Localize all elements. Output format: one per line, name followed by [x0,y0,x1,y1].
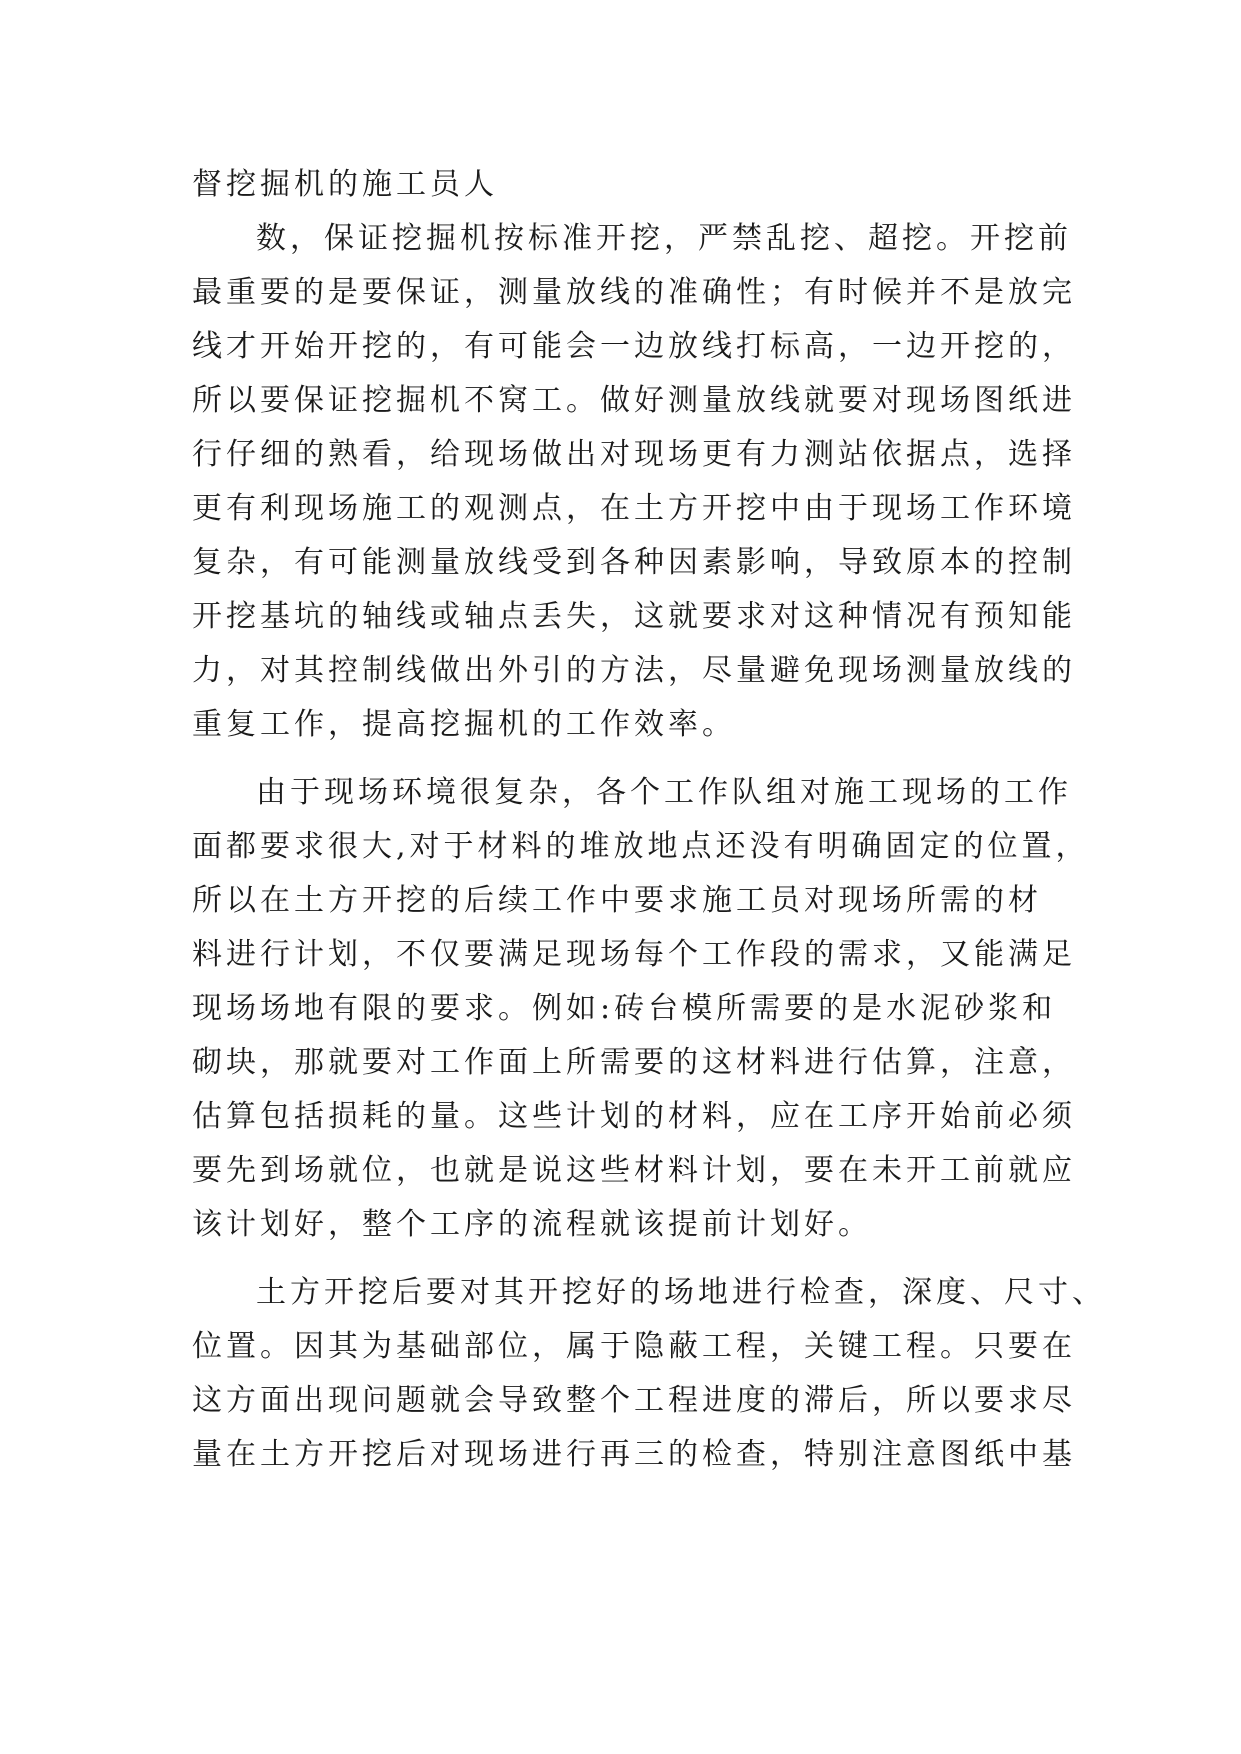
text-line: 复杂，有可能测量放线受到各种因素影响，导致原本的控制 [192,545,1076,580]
text-line: 线才开始开挖的，有可能会一边放线打标高，一边开挖的， [192,329,1076,364]
text-line: 数，保证挖掘机按标准开挖，严禁乱挖、超挖。开挖前 [256,221,1072,256]
text-line: 位置。因其为基础部位，属于隐蔽工程，关键工程。只要在 [192,1329,1076,1364]
text-line: 土方开挖后要对其开挖好的场地进行检查，深度、尺寸、 [256,1275,1106,1310]
text-line: 最重要的是要保证，测量放线的准确性；有时候并不是放完 [192,275,1076,310]
text-line: 现场场地有限的要求。例如:砖台模所需要的是水泥砂浆和 [192,991,1057,1026]
text-line: 这方面出现问题就会导致整个工程进度的滞后，所以要求尽 [192,1383,1076,1418]
text-line: 砌块，那就要对工作面上所需要的这材料进行估算，注意， [192,1045,1076,1080]
text-line: 面都要求很大,对于材料的堆放地点还没有明确固定的位置， [192,829,1090,864]
text-line: 力，对其控制线做出外引的方法，尽量避免现场测量放线的 [192,653,1076,688]
text-line: 开挖基坑的轴线或轴点丢失，这就要求对这种情况有预知能 [192,599,1076,634]
text-line: 行仔细的熟看，给现场做出对现场更有力测站依据点，选择 [192,437,1076,472]
paragraph-gap [192,752,1072,766]
text-line: 更有利现场施工的观测点，在土方开挖中由于现场工作环境 [192,491,1076,526]
text-line: 要先到场就位，也就是说这些材料计划，要在未开工前就应 [192,1153,1076,1188]
text-line: 估算包括损耗的量。这些计划的材料，应在工序开始前必须 [192,1099,1076,1134]
text-line: 由于现场环境很复杂，各个工作队组对施工现场的工作 [256,775,1072,810]
text-line: 该计划好，整个工序的流程就该提前计划好。 [192,1207,872,1242]
text-line: 量在土方开挖后对现场进行再三的检查，特别注意图纸中基 [192,1437,1076,1472]
paragraph-gap [192,1252,1072,1266]
text-line: 重复工作，提高挖掘机的工作效率。 [192,707,736,742]
text-line: 所以在土方开挖的后续工作中要求施工员对现场所需的材 [192,883,1042,918]
text-line: 料进行计划，不仅要满足现场每个工作段的需求，又能满足 [192,937,1076,972]
text-line: 所以要保证挖掘机不窝工。做好测量放线就要对现场图纸进 [192,383,1076,418]
text-line: 督挖掘机的施工员人 [192,167,498,202]
document-body [192,158,1106,1482]
